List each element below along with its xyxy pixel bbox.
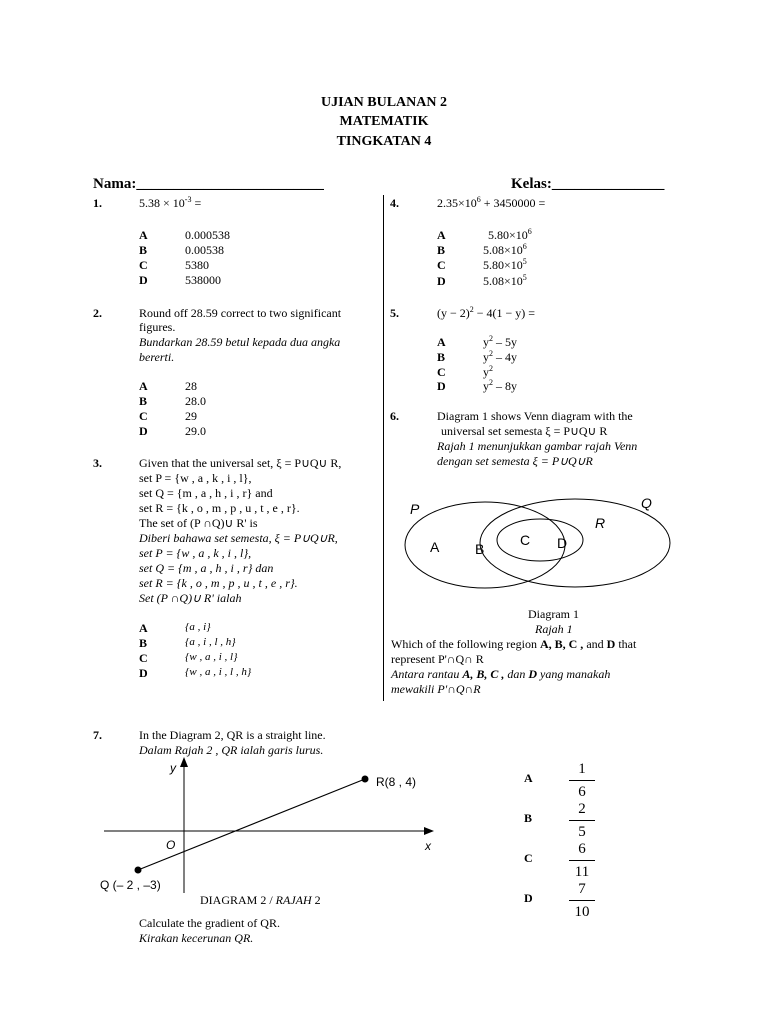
q6-stem-en: Diagram 1 shows Venn diagram with the (437, 409, 633, 423)
region-b-label: B (475, 541, 485, 557)
x-axis-arrow (424, 827, 434, 835)
q6-stem-en: universal set semesta ξ = P∪Q∪ R (441, 424, 608, 438)
y-axis-arrow (180, 757, 188, 767)
q2-option-label: C (139, 409, 148, 423)
q4-option-text: $5.80\times 10^5$ (483, 257, 527, 272)
q1-number: 1. (93, 196, 102, 210)
origin-label: O (166, 838, 176, 852)
venn-label-p: P (410, 501, 420, 517)
q4-option-text: $5.08\times 10^5$ (483, 273, 527, 288)
q3-stem-ms-line: set R = {k , o , m , p , u , t , e , r}. (139, 576, 298, 590)
q7-stem-en: In the Diagram 2, QR is a straight line. (139, 728, 326, 742)
q7-option-fraction: 7 10 (567, 879, 597, 922)
x-axis-label: x (425, 839, 431, 853)
q3-stem-ms-line: set Q = {m , a , h , i , r} dan (139, 561, 274, 575)
venn-caption-ms: Rajah 1 (535, 622, 573, 636)
q2-option-label: D (139, 424, 148, 438)
q1-option-label: B (139, 243, 148, 257)
q6-question-ms: mewakili P'∩Q∩R (391, 682, 481, 696)
form-title: TINGKATAN 4 (336, 134, 432, 149)
line-graph (100, 755, 440, 895)
q5-option-text: $y^2 - 4y$ (483, 349, 517, 364)
q2-stem-en: Round off 28.59 correct to two significant (139, 306, 342, 320)
q1-option-text: 0.00538 (185, 243, 224, 257)
point-q-label: Q (– 2 , –3) (100, 878, 161, 892)
q5-stem: $(y - 2)^2 - 4(1 - y)$ = (437, 305, 536, 320)
q3-stem-line: The set of (P ∩Q)∪ R' is (139, 516, 258, 530)
q7-option-fraction: 2 5 (567, 799, 597, 842)
name-field: Nama:_________________________ (93, 176, 324, 192)
q4-option-label: D (437, 274, 446, 288)
point-r (362, 776, 369, 783)
q3-option-text: {w , a , i , l , h} (185, 666, 252, 678)
q1-option-label: D (139, 273, 148, 287)
q4-option-label: A (437, 228, 446, 242)
q3-option-label: B (139, 636, 148, 650)
point-q (135, 867, 142, 874)
q1-option-label: A (139, 228, 148, 242)
q7-option-fraction: 6 11 (567, 839, 597, 882)
set-r-ellipse (497, 519, 583, 561)
q7-number: 7. (93, 728, 102, 742)
q1-option-text: 538000 (185, 273, 221, 287)
set-p-ellipse (405, 502, 568, 588)
q1-option-text: 0.000538 (185, 228, 230, 242)
class-field: Kelas:_______________ (511, 176, 665, 192)
q6-question-en: represent P'∩Q∩ R (391, 652, 484, 666)
q3-option-label: A (139, 621, 148, 635)
q3-stem-ms-line: set P = {w , a , k , i , l}, (139, 546, 252, 560)
q7-option-label: A (524, 771, 533, 785)
q3-option-label: D (139, 666, 148, 680)
column-divider (383, 195, 384, 701)
q1-option-label: C (139, 258, 148, 272)
q5-option-label: C (437, 365, 446, 379)
q2-option-label: A (139, 379, 148, 393)
region-c-label: C (520, 532, 531, 548)
q3-option-text: {w , a , i , l} (185, 651, 238, 663)
q2-option-text: 28.0 (185, 394, 206, 408)
q5-option-text: $y^2$ (483, 364, 493, 379)
q4-option-label: C (437, 258, 446, 272)
q6-stem-ms: Rajah 1 menunjukkan gambar rajah Venn (437, 439, 638, 453)
q3-option-text: {a , i} (185, 621, 211, 633)
q2-stem-en: figures. (139, 320, 176, 334)
line-qr (138, 779, 365, 870)
graph-caption: DIAGRAM 2 / RAJAH 2 (200, 893, 321, 907)
q5-number: 5. (390, 306, 399, 320)
q2-stem-ms: Bundarkan 28.59 betul kepada dua angka (139, 335, 341, 349)
q2-option-label: B (139, 394, 148, 408)
q4-option-text: $5.80\times 10^6$ (488, 227, 532, 242)
q2-option-text: 28 (185, 379, 197, 393)
venn-caption: Diagram 1 (528, 607, 579, 621)
q3-stem-ms-line: Diberi bahawa set semesta, ξ = P∪Q∪R, (139, 531, 338, 545)
q7-stem-ms: Dalam Rajah 2 , QR ialah garis lurus. (139, 743, 324, 757)
q6-number: 6. (390, 409, 399, 423)
q2-option-text: 29.0 (185, 424, 206, 438)
q1-option-text: 5380 (185, 258, 209, 272)
venn-label-q: Q (641, 495, 652, 511)
q4-stem: $2.35\times 10^6 + 3450000$ = (437, 195, 546, 210)
set-q-ellipse (480, 499, 670, 587)
q6-question-ms: Antara rantau A, B, C , dan D yang manakah (391, 667, 611, 681)
region-a-label: A (430, 539, 440, 555)
q2-stem-ms: bererti. (139, 350, 175, 364)
q7-option-fraction: 1 6 (567, 759, 597, 802)
q6-stem-ms: dengan set semesta ξ = P∪Q∪R (437, 454, 593, 468)
exam-title: UJIAN BULANAN 2 (320, 95, 447, 110)
q3-stem-line: set R = {k , o , m , p , u , t , e , r}. (139, 501, 300, 515)
q4-number: 4. (390, 196, 399, 210)
q3-option-text: {a , i , l , h} (185, 636, 236, 648)
q3-stem-ms-line: Set (P ∩Q)∪ R' ialah (139, 591, 242, 605)
venn-label-r: R (595, 515, 606, 531)
q5-option-label: D (437, 379, 446, 393)
q3-option-label: C (139, 651, 148, 665)
q5-option-label: A (437, 335, 446, 349)
q7-option-label: C (524, 851, 533, 865)
q5-option-text: $y^2 - 8y$ (483, 378, 517, 393)
subject-title: MATEMATIK (339, 114, 429, 129)
q3-stem-line: set Q = {m , a , h , i , r} and (139, 486, 273, 500)
q3-number: 3. (93, 456, 102, 470)
q7-option-label: B (524, 811, 533, 825)
region-d-label: D (557, 535, 568, 551)
point-r-label: R(8 , 4) (376, 775, 417, 789)
q6-question-en: Which of the following region A, B, C , and D that (391, 637, 637, 651)
y-axis-label: y (170, 761, 176, 775)
q5-option-label: B (437, 350, 446, 364)
venn-diagram (395, 490, 680, 600)
q7-question-en: Calculate the gradient of QR. (139, 916, 280, 930)
q7-option-label: D (524, 891, 533, 905)
q7-question-ms: Kirakan kecerunan QR. (139, 931, 254, 945)
q2-number: 2. (93, 306, 102, 320)
q1-stem: $5.38 \times 10^{-3}$ = (139, 195, 202, 210)
q4-option-text: $5.08\times 10^6$ (483, 242, 527, 257)
q3-stem-line: Given that the universal set, ξ = P∪Q∪ R, (139, 456, 342, 470)
q2-option-text: 29 (185, 409, 197, 423)
q3-stem-line: set P = {w , a , k , i , l}, (139, 471, 252, 485)
q4-option-label: B (437, 243, 446, 257)
q5-option-text: $y^2 - 5y$ (483, 334, 517, 349)
